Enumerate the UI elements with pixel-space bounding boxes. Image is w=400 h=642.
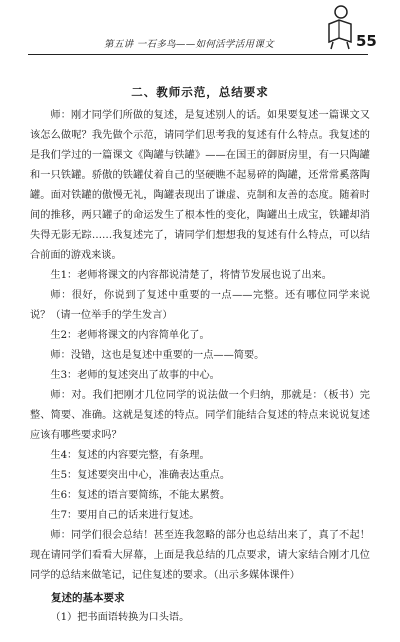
header-rule [28, 54, 368, 55]
page-number: 55 [356, 32, 377, 50]
paragraph: 生7：要用自己的话来进行复述。 [50, 510, 200, 521]
paragraph: 生4：复述的内容要完整，有条理。 [50, 450, 210, 461]
paragraph: 生2：老师将课文的内容简单化了。 [50, 330, 210, 341]
paragraph: 生6：复述的语言要简练，不能太累赘。 [50, 490, 231, 501]
paragraph: 师：对。我们把刚才几位同学的说法做一个归纳，那就是：（板书）完整、简要、准确。这就是复述的特点。同学们能结合复述的特点来说说复述应该有哪些要求吗？ [30, 390, 370, 441]
paragraph: 生3：老师的复述突出了故事的中心。 [50, 370, 220, 381]
reading-figure-icon [323, 4, 355, 50]
paragraph: 师：刚才同学们所做的复述，是复述别人的话。如果要复述一篇课文又该怎么做呢？我先做个示范，请同学们思考我的复述有什么特点。我复述的是我们学过的一篇课文《陶罐与铁罐》——在国王的御厨房里，有一只陶罐和一只铁罐。骄傲的铁罐仗着自己的坚硬瞧不起易碎的陶罐，还常常奚落陶罐。面对铁罐的傲慢无礼，陶罐表现出了谦虚、克制和友善的态度。随着时间的推移，两只罐子的命运发生了根本性的变化，陶罐出土成宝，铁罐却消失得无影无踪……我复述完了，请同学们想想我的复述有什么特点，可以结合前面的游戏来谈。 [30, 110, 370, 261]
paragraph: 师：很好，你说到了复述中重要的一点——完整。还有哪位同学来说说？（请一位举手的学生发言） [30, 290, 370, 321]
running-title: 第五讲 一石多鸟——如何活学活用课文 [104, 39, 274, 50]
subheading: 复述的基本要求 [51, 592, 125, 604]
page-header [0, 0, 400, 64]
section-title: 二、教师示范，总结要求 [131, 85, 269, 99]
paragraph: 师：没错，这也是复述中重要的一点——简要。 [50, 350, 265, 361]
paragraph: 生5：复述要突出中心，准确表达重点。 [50, 470, 231, 481]
requirement-item: （1）把书面语转换为口头语。 [50, 612, 190, 623]
page-body [30, 84, 370, 628]
paragraph: 生1：老师将课文的内容都说清楚了，将情节发展也说了出来。 [50, 270, 332, 281]
paragraph: 师：同学们很会总结！甚至连我忽略的部分也总结出来了，真了不起！现在请同学们看看大屏幕，上面是我总结的几点要求，请大家结合刚才几位同学的总结来做笔记，记住复述的要求。（出示多媒体课件） [30, 530, 370, 581]
